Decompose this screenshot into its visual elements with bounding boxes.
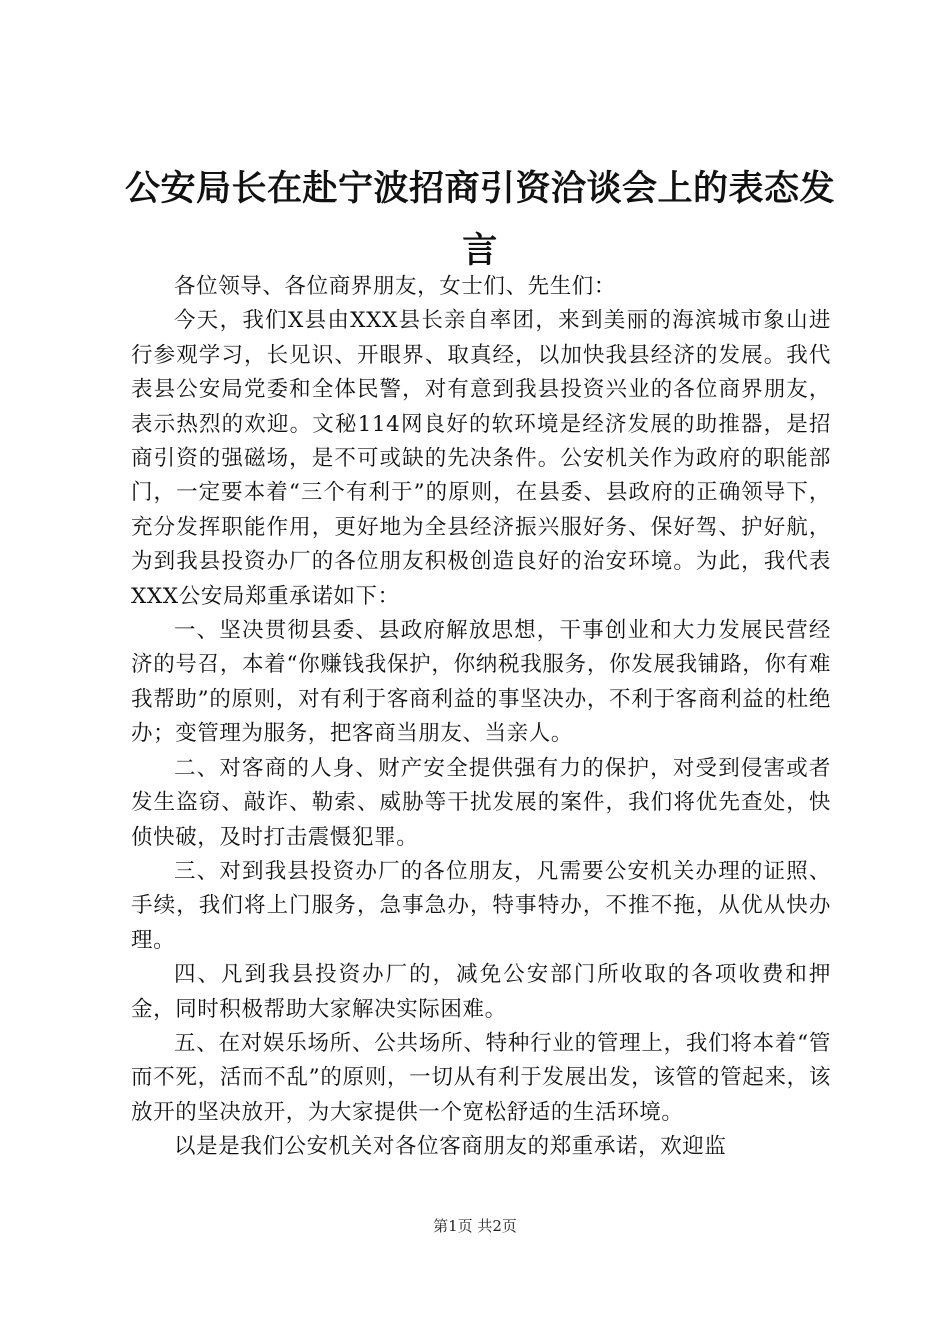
paragraph-intro: 今天，我们X县由XXX县长亲自率团，来到美丽的海滨城市象山进行参观学习，长见识、开眼界、取真经，以加快我县经济的发展。我代表县公安局党委和全体民警，对有意到我县投资兴业的各位商界朋友，表示热烈的欢迎。文秘114网良好的软环境是经济发展的助推器，是招商引资的强磁场，是不可或缺的先决条件。公安机关作为政府的职能部门，一定要本着“三个有利于”的原则，在县委、县政府的正确领导下，充分发挥职能作用，更好地为全县经济振兴服好务、保好驾、护好航，为到我县投资办厂的各位朋友积极创造良好的治安环境。为此，我代表XXX公安局郑重承诺如下： [131, 308, 831, 609]
paragraph-commitment-3: 三、对到我县投资办厂的各位朋友，凡需要公安机关办理的证照、手续，我们将上门服务，急事急办，特事特办，不推不拖，从优从快办理。 [131, 858, 831, 953]
paragraph-commitment-1: 一、坚决贯彻县委、县政府解放思想，干事创业和大力发展民营经济的号召，本着“你赚钱我保护，你纳税我服务，你发展我铺路，你有难我帮助”的原则，对有利于客商利益的事坚决办，不利于客商利益的杜绝办；变管理为服务，把客商当朋友、当亲人。 [131, 618, 831, 747]
paragraph-commitment-5: 五、在对娱乐场所、公共场所、特种行业的管理上，我们将本着“管而不死，活而不乱”的原则，一切从有利于发展出发，该管的管起来，该放开的坚决放开，为大家提供一个宽松舒适的生活环境。 [131, 1030, 831, 1125]
document-title: 公安局长在赴宁波招商引资洽谈会上的表态发言 [124, 168, 835, 271]
document-body [131, 270, 831, 1165]
paragraph-closing: 以是是我们公安机关对各位客商朋友的郑重承诺，欢迎监 [174, 1134, 727, 1160]
paragraph-salutation: 各位领导、各位商界朋友，女士们、先生们： [174, 274, 617, 299]
paragraph-commitment-4: 四、凡到我县投资办厂的，减免公安部门所收取的各项收费和押金，同时积极帮助大家解决实际困难。 [131, 962, 831, 1022]
page-number-footer: 第1页 共2页 [433, 1217, 517, 1235]
paragraph-commitment-2: 二、对客商的人身、财产安全提供强有力的保护，对受到侵害或者发生盗窃、敲诈、勒索、威胁等干扰发展的案件，我们将优先查处，快侦快破，及时打击震慑犯罪。 [131, 755, 831, 850]
